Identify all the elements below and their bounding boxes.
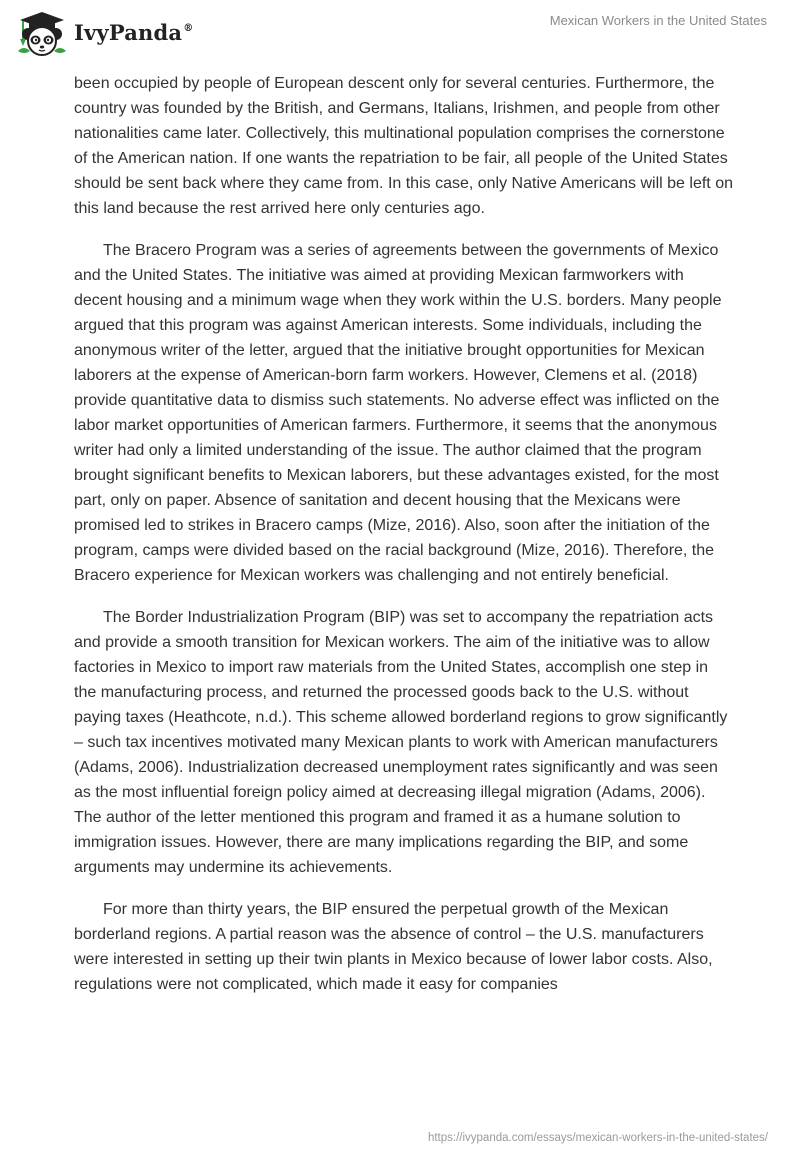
brand-name: IvyPanda®	[74, 19, 194, 45]
registered-mark: ®	[183, 22, 194, 34]
document-title: Mexican Workers in the United States	[549, 13, 767, 28]
source-url[interactable]: https://ivypanda.com/essays/mexican-workers-in-the-united-states/	[427, 1132, 768, 1144]
paragraph: The Bracero Program was a series of agreements between the governments of Mexico and the United States. The initiative was aimed at providing Mexican farmworkers with decent housing and a minimum wage when they work within the U.S. borders. Many people argued that this program was against American interests. Some individuals, including the anonymous writer of the letter, argued that the initiative brought opportunities for Mexican laborers at the expense of American-born farm workers. However, Clemens et al. (2018) provide quantitative data to dismiss such statements. No adverse effect was inflicted on the labor market opportunities of American farmers. Furthermore, it seems that the anonymous writer had only a limited understanding of the issue. The author claimed that the program brought significant benefits to Mexican laborers, but these advantages existed, for the most part, only on paper. Absence of sanitation and decent housing that the Mexicans were promised led to strikes in Bracero camps (Mize, 2016). Also, soon after the initiation of the program, camps were divided based on the racial background (Mize, 2016). Therefore, the Bracero experience for Mexican workers was challenging and not entirely beneficial.	[74, 242, 722, 584]
page-header	[0, 0, 800, 68]
panda-graduation-cap-icon	[14, 9, 70, 57]
paragraph: For more than thirty years, the BIP ensured the perpetual growth of the Mexican borderland regions. A partial reason was the absence of control – the U.S. manufacturers were interested in setting up their twin plants in Mexico because of lower labor costs. Also, regulations were not complicated, which made it easy for companies	[74, 901, 713, 993]
paragraph: been occupied by people of European descent only for several centuries. Furthermore, the country was founded by the British, and Germans, Italians, Irishmen, and people from other nationalities came later. Collectively, this multinational population comprises the cornerstone of the American nation. If one wants the repatriation to be fair, all people of the United States should be sent back where they came from. In this case, only Native Americans will be left on this land because the rest arrived here only centuries ago.	[74, 75, 733, 217]
essay-body	[74, 71, 734, 1014]
brand-logo[interactable]	[14, 9, 193, 57]
paragraph: The Border Industrialization Program (BIP) was set to accompany the repatriation acts and provide a smooth transition for Mexican workers. The aim of the initiative was to allow factories in Mexico to import raw materials from the United States, accomplish one step in the manufacturing process, and returned the processed goods back to the U.S. without paying taxes (Heathcote, n.d.). This scheme allowed borderland regions to grow significantly – such tax incentives motivated many Mexican plants to work with American manufacturers (Adams, 2006). Industrialization decreased unemployment rates significantly and was seen as the most influential foreign policy aimed at decreasing illegal migration (Adams, 2006). The author of the letter mentioned this program and framed it as a humane solution to immigration issues. However, there are many implications regarding the BIP, and some arguments may undermine its achievements.	[74, 609, 728, 876]
